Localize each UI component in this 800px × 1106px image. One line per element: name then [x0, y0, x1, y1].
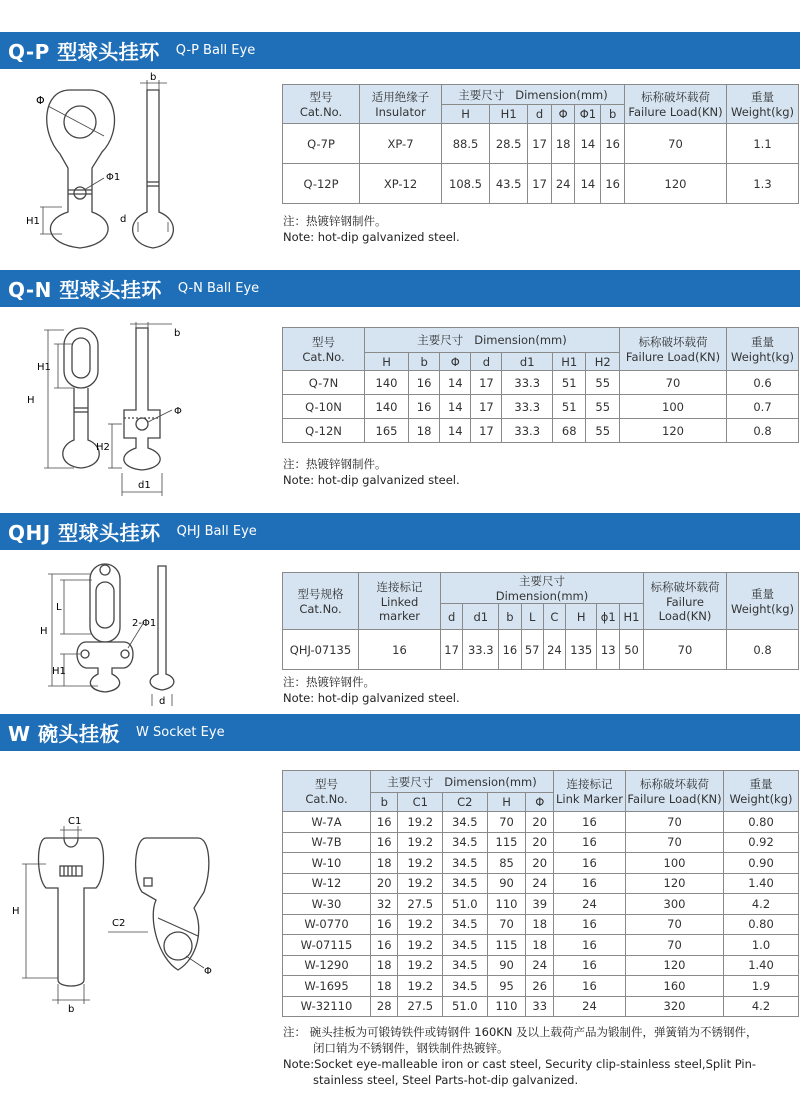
cell-dim: 90 — [487, 955, 526, 976]
cell-weight: 1.0 — [724, 935, 799, 956]
table-row — [283, 894, 799, 915]
dim-label-h: H — [12, 906, 20, 917]
header-weight: 重量 Weight(kg) — [724, 771, 799, 812]
sub-header: C2 — [443, 793, 488, 812]
cell-dim: 18 — [526, 914, 554, 935]
section-title-cn: Q-P 型球头挂环 — [8, 40, 160, 64]
cell-dim: 33 — [526, 996, 554, 1017]
cell-load: 120 — [626, 873, 724, 894]
cell-dim: 39 — [526, 894, 554, 915]
header-model: 型号 Cat.No. — [283, 771, 371, 812]
cell-dim: 24 — [551, 164, 575, 204]
header-load: 标称破坏载荷 Failure Load(KN) — [620, 328, 727, 371]
cell-load: 100 — [626, 853, 724, 874]
cell-marker: 16 — [554, 914, 626, 935]
cell-model: W-7A — [283, 812, 371, 833]
cell-dim: 16 — [371, 914, 398, 935]
dim-label-d1: d1 — [138, 480, 151, 491]
cell-weight: 0.90 — [724, 853, 799, 874]
dim-label-b: b — [174, 328, 181, 339]
dim-label-phi: Φ — [174, 406, 182, 417]
cell-dim: 32 — [371, 894, 398, 915]
sub-header: H1 — [552, 353, 585, 371]
cell-dim: 34.5 — [443, 853, 488, 874]
sub-header: Φ — [526, 793, 554, 812]
cell-dim: 16 — [371, 935, 398, 956]
cell-load: 70 — [626, 812, 724, 833]
section-title-en: W Socket Eye — [136, 725, 225, 740]
w-diagram — [8, 808, 268, 1018]
qn-spec-table — [282, 327, 799, 443]
cell-model: W-12 — [283, 873, 371, 894]
sub-header: L — [521, 604, 543, 630]
header-dimension: 主要尺寸 Dimension(mm) — [442, 85, 625, 105]
cell-dim: 20 — [526, 812, 554, 833]
cell-weight: 0.8 — [727, 419, 799, 443]
cell-dim: 34.5 — [443, 914, 488, 935]
note-cn: 闭口销为不锈钢件，钢铁制件热镀锌。 — [313, 1041, 509, 1055]
qhj-diagram — [22, 556, 272, 711]
cell-dim: 14 — [440, 371, 471, 395]
table-row — [283, 914, 799, 935]
cell-dim: 16 — [409, 371, 440, 395]
cell-weight: 4.2 — [724, 894, 799, 915]
cell-dim: 90 — [487, 873, 526, 894]
cell-weight: 1.40 — [724, 873, 799, 894]
cell-dim: 110 — [487, 894, 526, 915]
cell-dim: 16 — [499, 630, 521, 670]
cell-weight: 1.1 — [727, 124, 799, 164]
cell-dim: 19.2 — [398, 873, 443, 894]
dim-label-b: b — [150, 72, 157, 83]
cell-dim: 26 — [526, 976, 554, 997]
dim-label-c1: C1 — [68, 816, 82, 827]
cell-load: 70 — [626, 832, 724, 853]
cell-dim: 34.5 — [443, 955, 488, 976]
dim-label-phi1: 2-Φ1 — [132, 618, 157, 629]
cell-dim: 13 — [597, 630, 620, 670]
cell-dim: 16 — [601, 164, 625, 204]
cell-marker: 24 — [554, 894, 626, 915]
cell-dim: 135 — [566, 630, 597, 670]
dim-label-d: d — [159, 696, 166, 707]
table-row — [283, 832, 799, 853]
cell-model: W-0770 — [283, 914, 371, 935]
section-title-en: QHJ Ball Eye — [176, 524, 257, 539]
sub-header: d1 — [463, 604, 499, 630]
cell-dim: 88.5 — [442, 124, 490, 164]
sub-header: Φ1 — [575, 105, 601, 124]
cell-marker: 24 — [554, 996, 626, 1017]
table-row — [283, 812, 799, 833]
sub-header: b — [409, 353, 440, 371]
cell-model: Q-10N — [283, 395, 365, 419]
table-row — [283, 976, 799, 997]
cell-load: 100 — [620, 395, 727, 419]
cell-dim: 14 — [575, 124, 601, 164]
cell-dim: 95 — [487, 976, 526, 997]
cell-weight: 0.6 — [727, 371, 799, 395]
sub-header: C1 — [398, 793, 443, 812]
cell-dim: 165 — [365, 419, 409, 443]
cell-load: 160 — [626, 976, 724, 997]
section-title-en: Q-P Ball Eye — [175, 43, 256, 58]
cell-dim: 51 — [552, 371, 585, 395]
table-row — [283, 853, 799, 874]
sub-header: b — [601, 105, 625, 124]
cell-dim: 108.5 — [442, 164, 490, 204]
dim-label-h: H — [40, 626, 48, 637]
cell-dim: 115 — [487, 832, 526, 853]
cell-dim: 50 — [620, 630, 644, 670]
header-weight: 重量 Weight(kg) — [727, 328, 799, 371]
table-row — [283, 419, 799, 443]
sub-header: C — [543, 604, 565, 630]
table-row — [283, 873, 799, 894]
cell-load: 70 — [644, 630, 727, 670]
cell-dim: 14 — [575, 164, 601, 204]
section-band-qp — [0, 32, 800, 69]
cell-dim: 14 — [440, 395, 471, 419]
qn-note — [283, 456, 460, 488]
sub-header: ϕ1 — [597, 604, 620, 630]
note-en: Note:Socket eye-malleable iron or cast steel, Security clip-stainless steel,Split Pin- — [283, 1057, 757, 1071]
section-title-cn: QHJ 型球头挂环 — [8, 521, 161, 545]
cell-dim: 27.5 — [398, 996, 443, 1017]
cell-model: Q-7N — [283, 371, 365, 395]
sub-header: b — [499, 604, 521, 630]
cell-dim: 51.0 — [443, 894, 488, 915]
sub-header: d — [528, 105, 552, 124]
dim-label-l: L — [56, 602, 62, 613]
cell-dim: 19.2 — [398, 955, 443, 976]
note-en: Note: hot-dip galvanized steel. — [283, 473, 460, 487]
cell-dim: 43.5 — [490, 164, 528, 204]
qhj-spec-table — [282, 572, 799, 670]
cell-dim: 70 — [487, 812, 526, 833]
cell-dim: 17 — [471, 371, 502, 395]
cell-dim: 16 — [371, 832, 398, 853]
cell-dim: 140 — [365, 371, 409, 395]
sub-header: d — [471, 353, 502, 371]
cell-weight: 0.7 — [727, 395, 799, 419]
cell-dim: 16 — [601, 124, 625, 164]
cell-dim: 34.5 — [443, 873, 488, 894]
cell-load: 70 — [626, 935, 724, 956]
header-load: 标称破坏载荷 Failure Load(KN) — [644, 573, 727, 630]
cell-dim: 24 — [543, 630, 565, 670]
cell-dim: 55 — [586, 395, 620, 419]
cell-dim: 20 — [526, 832, 554, 853]
cell-dim: 16 — [371, 812, 398, 833]
cell-weight: 1.3 — [727, 164, 799, 204]
cell-dim: 14 — [440, 419, 471, 443]
cell-model: W-07115 — [283, 935, 371, 956]
cell-model: W-1695 — [283, 976, 371, 997]
cell-weight: 1.9 — [724, 976, 799, 997]
cell-dim: 18 — [551, 124, 575, 164]
cell-model: Q-12N — [283, 419, 365, 443]
header-model: 型号规格 Cat.No. — [283, 573, 359, 630]
qp-diagram — [22, 72, 272, 262]
cell-dim: 19.2 — [398, 812, 443, 833]
cell-model: W-32110 — [283, 996, 371, 1017]
cell-dim: 57 — [521, 630, 543, 670]
cell-dim: 28.5 — [490, 124, 528, 164]
cell-dim: 17 — [471, 395, 502, 419]
cell-dim: 51.0 — [443, 996, 488, 1017]
cell-load: 300 — [626, 894, 724, 915]
cell-dim: 17 — [471, 419, 502, 443]
w-note — [283, 1024, 798, 1088]
cell-dim: 33.3 — [502, 419, 553, 443]
cell-dim: 24 — [526, 955, 554, 976]
cell-marker: 16 — [554, 873, 626, 894]
qhj-note — [283, 674, 460, 706]
dim-label-b: b — [68, 1004, 75, 1015]
cell-load: 320 — [626, 996, 724, 1017]
cell-weight: 0.92 — [724, 832, 799, 853]
cell-marker: 16 — [554, 955, 626, 976]
note-cn: 注：热镀锌钢件。 — [283, 675, 375, 689]
cell-dim: 19.2 — [398, 832, 443, 853]
cell-dim: 19.2 — [398, 935, 443, 956]
qn-diagram — [22, 318, 272, 503]
cell-weight: 4.2 — [724, 996, 799, 1017]
cell-marker: 16 — [554, 812, 626, 833]
cell-marker: 16 — [554, 976, 626, 997]
header-weight: 重量 Weight(kg) — [727, 573, 799, 630]
sub-header: Φ — [551, 105, 575, 124]
table-row — [283, 164, 799, 204]
cell-load: 70 — [620, 371, 727, 395]
cell-dim: 19.2 — [398, 976, 443, 997]
dim-label-h1: H1 — [37, 362, 51, 373]
sub-header: H — [487, 793, 526, 812]
cell-dim: 28 — [371, 996, 398, 1017]
cell-model: W-1290 — [283, 955, 371, 976]
header-dimension: 主要尺寸 Dimension(mm) — [441, 573, 644, 604]
sub-header: H1 — [490, 105, 528, 124]
section-title-cn: Q-N 型球头挂环 — [8, 278, 162, 302]
cell-dim: 24 — [526, 873, 554, 894]
cell-dim: 20 — [526, 853, 554, 874]
table-row — [283, 630, 799, 670]
note-en: Note: hot-dip galvanized steel. — [283, 691, 460, 705]
cell-dim: 70 — [487, 914, 526, 935]
section-title-en: Q-N Ball Eye — [177, 281, 260, 296]
table-row — [283, 996, 799, 1017]
table-row — [283, 935, 799, 956]
dim-label-phi1: Φ1 — [106, 172, 121, 183]
cell-weight: 0.80 — [724, 914, 799, 935]
cell-marker: 16 — [554, 832, 626, 853]
sub-header: H1 — [620, 604, 644, 630]
cell-load: 120 — [620, 419, 727, 443]
cell-dim: 18 — [371, 853, 398, 874]
note-cn: 注：热镀锌钢制件。 — [283, 457, 387, 471]
cell-dim: 34.5 — [443, 935, 488, 956]
sub-header: H2 — [586, 353, 620, 371]
cell-dim: 17 — [528, 124, 552, 164]
header-insulator: 适用绝缘子 Insulator — [360, 85, 442, 124]
dim-label-h1: H1 — [26, 216, 40, 227]
sub-header: Φ — [440, 353, 471, 371]
header-load: 标称破坏载荷 Failure Load(KN) — [626, 771, 724, 812]
note-cn: 注：热镀锌钢制件。 — [283, 214, 387, 228]
header-model: 型号 Cat.No. — [283, 328, 365, 371]
sub-header: H — [566, 604, 597, 630]
cell-dim: 19.2 — [398, 914, 443, 935]
sub-header: b — [371, 793, 398, 812]
dim-label-h: H — [27, 395, 35, 406]
header-model: 型号 Cat.No. — [283, 85, 360, 124]
sub-header: H — [365, 353, 409, 371]
cell-dim: 16 — [409, 395, 440, 419]
note-en: Note: hot-dip galvanized steel. — [283, 230, 460, 244]
cell-dim: 110 — [487, 996, 526, 1017]
cell-marker: 16 — [554, 935, 626, 956]
cell-dim: 18 — [371, 976, 398, 997]
cell-insulator: XP-12 — [360, 164, 442, 204]
cell-load: 120 — [626, 955, 724, 976]
cell-dim: 34.5 — [443, 812, 488, 833]
cell-weight: 0.80 — [724, 812, 799, 833]
section-band-w — [0, 714, 800, 751]
cell-dim: 34.5 — [443, 976, 488, 997]
cell-dim: 33.3 — [502, 395, 553, 419]
cell-dim: 55 — [586, 371, 620, 395]
cell-dim: 115 — [487, 935, 526, 956]
cell-dim: 18 — [371, 955, 398, 976]
cell-dim: 34.5 — [443, 832, 488, 853]
cell-dim: 33.3 — [463, 630, 499, 670]
cell-dim: 68 — [552, 419, 585, 443]
dim-label-c2: C2 — [112, 918, 126, 929]
cell-dim: 18 — [526, 935, 554, 956]
cell-model: Q-12P — [283, 164, 360, 204]
dim-label-h1: H1 — [52, 666, 66, 677]
cell-load: 120 — [625, 164, 727, 204]
qp-spec-table — [282, 84, 799, 204]
w-spec-table — [282, 770, 799, 1017]
cell-model: Q-7P — [283, 124, 360, 164]
cell-load: 70 — [626, 914, 724, 935]
table-row — [283, 124, 799, 164]
dim-label-d: d — [120, 214, 127, 225]
cell-dim: 17 — [441, 630, 463, 670]
sub-header: d1 — [502, 353, 553, 371]
note-cn: 注： 碗头挂板为可锻铸铁件或铸钢件 160KN 及以上载荷产品为锻制件，弹簧销为不锈钢件， — [283, 1025, 758, 1039]
table-row — [283, 395, 799, 419]
cell-dim: 85 — [487, 853, 526, 874]
cell-dim: 33.3 — [502, 371, 553, 395]
dim-label-phi: Φ — [36, 94, 45, 107]
header-dimension: 主要尺寸 Dimension(mm) — [365, 328, 620, 353]
sub-header: H — [442, 105, 490, 124]
note-en: stainless steel, Steel Parts-hot-dip galvanized. — [313, 1073, 579, 1087]
cell-insulator: XP-7 — [360, 124, 442, 164]
table-row — [283, 955, 799, 976]
dim-label-h2: H2 — [96, 442, 110, 453]
cell-dim: 20 — [371, 873, 398, 894]
qp-note — [283, 213, 460, 245]
cell-model: QHJ-07135 — [283, 630, 359, 670]
cell-model: W-7B — [283, 832, 371, 853]
cell-dim: 18 — [409, 419, 440, 443]
cell-marker: 16 — [359, 630, 441, 670]
cell-weight: 0.8 — [727, 630, 799, 670]
cell-model: W-10 — [283, 853, 371, 874]
header-marker: 连接标记 Linked marker — [359, 573, 441, 630]
cell-weight: 1.40 — [724, 955, 799, 976]
table-row — [283, 371, 799, 395]
header-dimension: 主要尺寸 Dimension(mm) — [371, 771, 554, 793]
cell-dim: 27.5 — [398, 894, 443, 915]
cell-marker: 16 — [554, 853, 626, 874]
section-band-qhj — [0, 513, 800, 550]
section-title-cn: W 碗头挂板 — [8, 722, 121, 746]
cell-load: 70 — [625, 124, 727, 164]
cell-dim: 51 — [552, 395, 585, 419]
dim-label-phi: Φ — [204, 966, 212, 977]
section-band-qn — [0, 270, 800, 307]
header-marker: 连接标记 Link Marker — [554, 771, 626, 812]
cell-dim: 19.2 — [398, 853, 443, 874]
cell-dim: 17 — [528, 164, 552, 204]
sub-header: d — [441, 604, 463, 630]
cell-dim: 55 — [586, 419, 620, 443]
header-weight: 重量 Weight(kg) — [727, 85, 799, 124]
cell-model: W-30 — [283, 894, 371, 915]
header-load: 标称破坏载荷 Failure Load(KN) — [625, 85, 727, 124]
cell-dim: 140 — [365, 395, 409, 419]
